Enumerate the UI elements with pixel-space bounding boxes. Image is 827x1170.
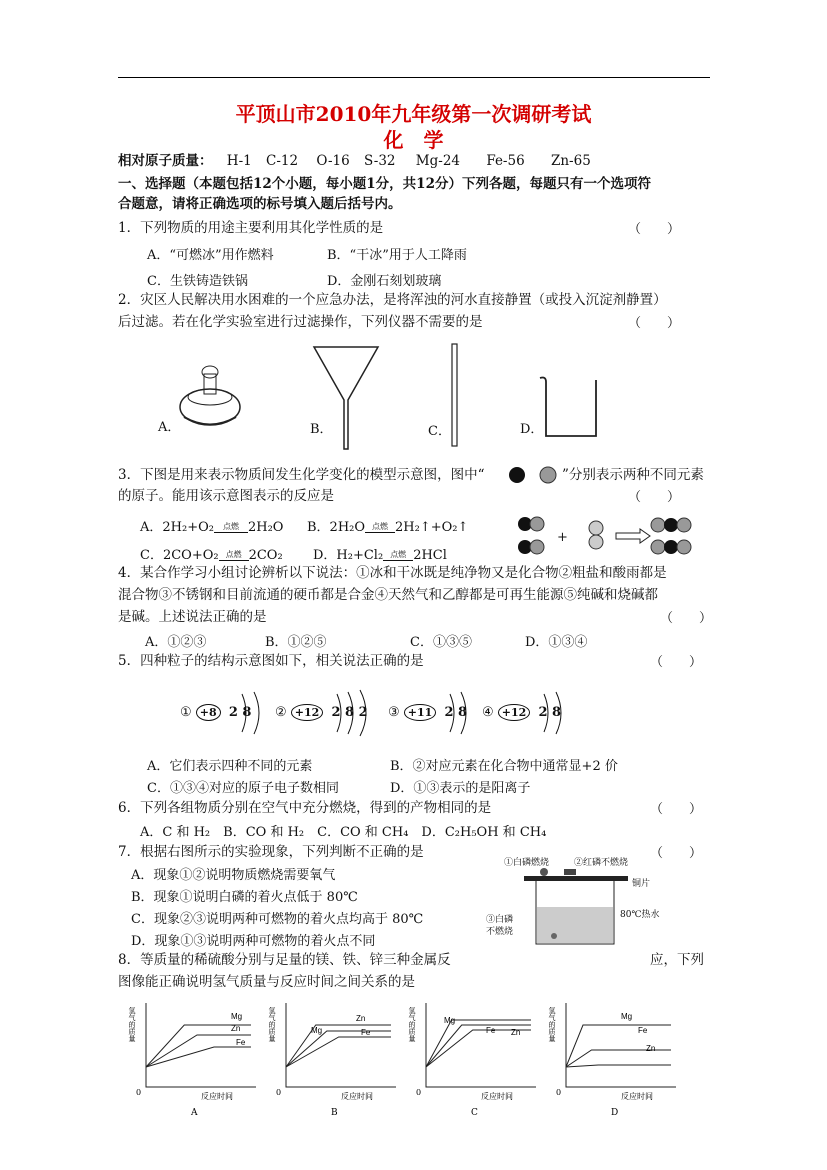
q6-stem: 6．下列各组物质分别在空气中充分燃烧，得到的产物相同的是 <box>118 800 492 816</box>
graph-x-label: 反应时间 <box>621 1092 653 1101</box>
q7-option-a[interactable]: A．现象①②说明物质燃烧需要氧气 <box>131 868 336 883</box>
series-label: Fe <box>361 1028 371 1037</box>
series-label: Mg <box>444 1016 456 1025</box>
graph-letter: B <box>331 1108 338 1118</box>
q2-label-a: A． <box>158 420 181 435</box>
q1-option-c[interactable]: C．生铁铸造铁锅 <box>147 274 248 289</box>
condition-arrow: 点燃 <box>365 521 395 533</box>
q4-option-b[interactable]: B．①②⑤ <box>265 635 327 650</box>
fig-label-1: ①白磷燃烧 <box>504 858 550 868</box>
series-label: Zn <box>511 1028 521 1037</box>
atomic-mass-label: 相对原子质量： <box>118 153 213 169</box>
series-label: Fe <box>638 1026 648 1035</box>
particle-2: ② +12 2 8 2 <box>275 705 368 720</box>
section1-line2: 合题意，请将正确选项的标号填入题后括号内。 <box>118 196 402 212</box>
hydrogen-graph-b <box>268 995 403 1120</box>
series-label: Zn <box>646 1044 656 1053</box>
exam-title: 平顶山市2010年九年级第一次调研考试 <box>235 102 592 126</box>
graph-letter: A <box>191 1108 198 1118</box>
graph-y-label: 氢气的质量 <box>548 1007 556 1042</box>
q5-option-d[interactable]: D．①③表示的是阳离子 <box>390 781 531 796</box>
atom-legend-icon <box>508 466 560 484</box>
q2-line2: 后过滤。若在化学实验室进行过滤操作，下列仪器不需要的是 <box>118 314 483 330</box>
graph-origin: 0 <box>556 1088 562 1097</box>
q4-option-d[interactable]: D．①③④ <box>525 635 588 650</box>
nucleus-circle: +12 <box>291 704 324 721</box>
hydrogen-graph-c <box>408 995 543 1120</box>
nucleus-circle: +11 <box>404 704 437 721</box>
q2-label-b: B． <box>310 422 333 437</box>
atomic-mass-zn: Zn-65 <box>550 153 591 169</box>
graph-axes <box>286 1003 396 1087</box>
series-label: Fe <box>486 1026 496 1035</box>
q3-line1-start: 3．下图是用来表示物质间发生化学变化的模型示意图，图中“ <box>118 467 485 483</box>
q1-option-b[interactable]: B．“干冰”用于人工降雨 <box>327 248 467 263</box>
fig-label-4: ③白磷 <box>486 915 514 925</box>
reaction-model-diagram <box>516 515 696 560</box>
q2-answer-paren[interactable]: （ ） <box>628 316 681 331</box>
series-label: Zn <box>231 1024 241 1033</box>
condition-arrow: 点燃 <box>219 549 249 561</box>
top-rule <box>118 77 710 78</box>
q3-answer-paren[interactable]: （ ） <box>628 490 681 505</box>
q3-option-c[interactable]: C．2CO+O₂ 点燃 2CO₂ <box>140 548 283 563</box>
q8-graphs <box>128 995 688 1125</box>
atomic-mass-c: C-12 <box>266 153 299 169</box>
q6-options[interactable]: A．C 和 H₂ B．CO 和 H₂ C．CO 和 CH₄ D．C₂H₅OH 和 CH₄ <box>140 825 547 840</box>
q1-answer-paren[interactable]: （ ） <box>628 222 681 237</box>
electron-shell-arcs <box>180 688 600 738</box>
q5-option-a[interactable]: A．它们表示四种不同的元素 <box>147 759 313 774</box>
plus-sign: + <box>557 530 568 545</box>
q5-option-b[interactable]: B．②对应元素在化合物中通常显+2 价 <box>390 759 618 774</box>
graph-letter: D <box>611 1108 619 1118</box>
fig-label-3: 铜片 <box>632 879 651 889</box>
graph-x-label: 反应时间 <box>481 1092 513 1101</box>
q4-line1: 4．某合作学习小组讨论辨析以下说法：①冰和干冰既是纯净物又是化合物②粗盐和酸雨都是 <box>118 565 667 581</box>
nucleus-circle: +8 <box>196 704 221 721</box>
q5-stem: 5．四种粒子的结构示意图如下，相关说法正确的是 <box>118 653 424 669</box>
graph-x-label: 反应时间 <box>341 1092 373 1101</box>
nucleus-circle: +12 <box>498 704 531 721</box>
particle-4: ④ +12 2 8 <box>482 705 562 720</box>
alcohol-lamp-image <box>170 362 250 437</box>
q4-option-a[interactable]: A．①②③ <box>145 635 207 650</box>
q1-option-d[interactable]: D．金刚石刻划玻璃 <box>327 274 442 289</box>
series-line-zn <box>286 1031 391 1067</box>
series-label: Fe <box>236 1038 246 1047</box>
graph-y-label: 氢气的质量 <box>408 1007 416 1042</box>
q5-answer-paren[interactable]: （ ） <box>650 655 703 670</box>
q4-line3: 是碱。上述说法正确的是 <box>118 609 267 625</box>
series-label: Mg <box>231 1012 243 1021</box>
graph-y-label: 氢气的质量 <box>268 1007 276 1042</box>
q7-stem: 7．根据右图所示的实验现象，下列判断不正确的是 <box>118 844 424 860</box>
atomic-mass-fe: Fe-56 <box>486 153 525 169</box>
beaker-image <box>538 374 600 442</box>
atomic-mass-row <box>118 151 591 171</box>
q8-line2: 图像能正确说明氢气质量与反应时间之间关系的是 <box>118 974 415 990</box>
fig-label-2: ②红磷不燃烧 <box>574 858 629 868</box>
graph-x-label: 反应时间 <box>201 1092 233 1101</box>
q3-option-a[interactable]: A．2H₂+O₂ 点燃 2H₂O <box>140 520 284 535</box>
fig-label-5: 不燃烧 <box>486 927 514 937</box>
q7-answer-paren[interactable]: （ ） <box>650 846 703 861</box>
q2-label-c: C． <box>428 424 451 439</box>
series-label: Mg <box>621 1012 633 1021</box>
series-line-fe <box>286 1037 391 1067</box>
hydrogen-graph-a <box>128 995 263 1120</box>
atomic-mass-h: H-1 <box>226 153 252 169</box>
q2-label-d: D． <box>520 422 544 437</box>
hydrogen-graph-d <box>548 995 683 1120</box>
graph-origin: 0 <box>276 1088 282 1097</box>
atomic-mass-mg: Mg-24 <box>415 153 461 169</box>
q1-option-a[interactable]: A．“可燃冰”用作燃料 <box>147 248 274 263</box>
q1-stem: 1．下列物质的用途主要利用其化学性质的是 <box>118 220 384 236</box>
atomic-mass-s: S-32 <box>364 153 396 169</box>
q3-option-d[interactable]: D．H₂+Cl₂ 点燃 2HCl <box>313 548 447 563</box>
graph-y-label: 氢气的质量 <box>128 1007 136 1042</box>
series-line-zn <box>566 1065 671 1067</box>
graph-origin: 0 <box>416 1088 422 1097</box>
funnel-image <box>312 345 382 455</box>
q3-option-b[interactable]: B．2H₂O 点燃 2H₂↑+O₂↑ <box>307 520 469 535</box>
graph-origin: 0 <box>136 1088 142 1097</box>
q8-line1-end: 应，下列 <box>650 952 704 968</box>
q3-line2: 的原子。能用该示意图表示的反应是 <box>118 488 334 504</box>
exam-subject: 化 学 <box>383 128 444 152</box>
condition-arrow: 点燃 <box>383 549 413 561</box>
particle-3: ③ +11 2 8 <box>388 705 468 720</box>
q7-option-c[interactable]: C．现象②③说明两种可燃物的着火点均高于 80℃ <box>131 912 424 927</box>
q7-option-b[interactable]: B．现象①说明白磷的着火点低于 80℃ <box>131 890 358 905</box>
q6-answer-paren[interactable]: （ ） <box>650 802 703 817</box>
particle-1: ① +8 2 8 <box>180 705 252 720</box>
series-label: Mg <box>311 1026 323 1035</box>
series-label: Zn <box>356 1014 366 1023</box>
graph-letter: C <box>471 1108 478 1118</box>
condition-arrow: 点燃 <box>214 521 248 533</box>
q4-answer-paren[interactable]: （ ） <box>660 611 713 626</box>
q4-option-c[interactable]: C．①③⑤ <box>410 635 472 650</box>
combustion-experiment-figure <box>484 852 664 952</box>
fig-label-6: 80℃热水 <box>620 910 660 920</box>
q7-option-d[interactable]: D．现象①③说明两种可燃物的着火点不同 <box>131 934 376 949</box>
graph-axes <box>426 1003 536 1087</box>
q4-line2: 混合物③不锈钢和目前流通的硬币都是合金④天然气和乙醇都是可再生能源⑤纯碱和烧碱都 <box>118 587 658 603</box>
section1-line1: 一、选择题（本题包括12个小题，每小题1分，共12分）下列各题，每题只有一个选项符 <box>118 176 651 192</box>
q8-line1-start: 8．等质量的稀硫酸分别与足量的镁、铁、锌三种金属反 <box>118 952 451 968</box>
q3-line1-end: ”分别表示两种不同元素 <box>562 467 704 483</box>
atomic-mass-o: O-16 <box>316 153 350 169</box>
particle-diagrams <box>180 688 660 738</box>
q2-line1: 2．灾区人民解决用水困难的一个应急办法，是将浑浊的河水直接静置（或投入沉淀剂静置） <box>118 292 667 308</box>
q5-option-c[interactable]: C．①③④对应的原子电子数相同 <box>147 781 339 796</box>
